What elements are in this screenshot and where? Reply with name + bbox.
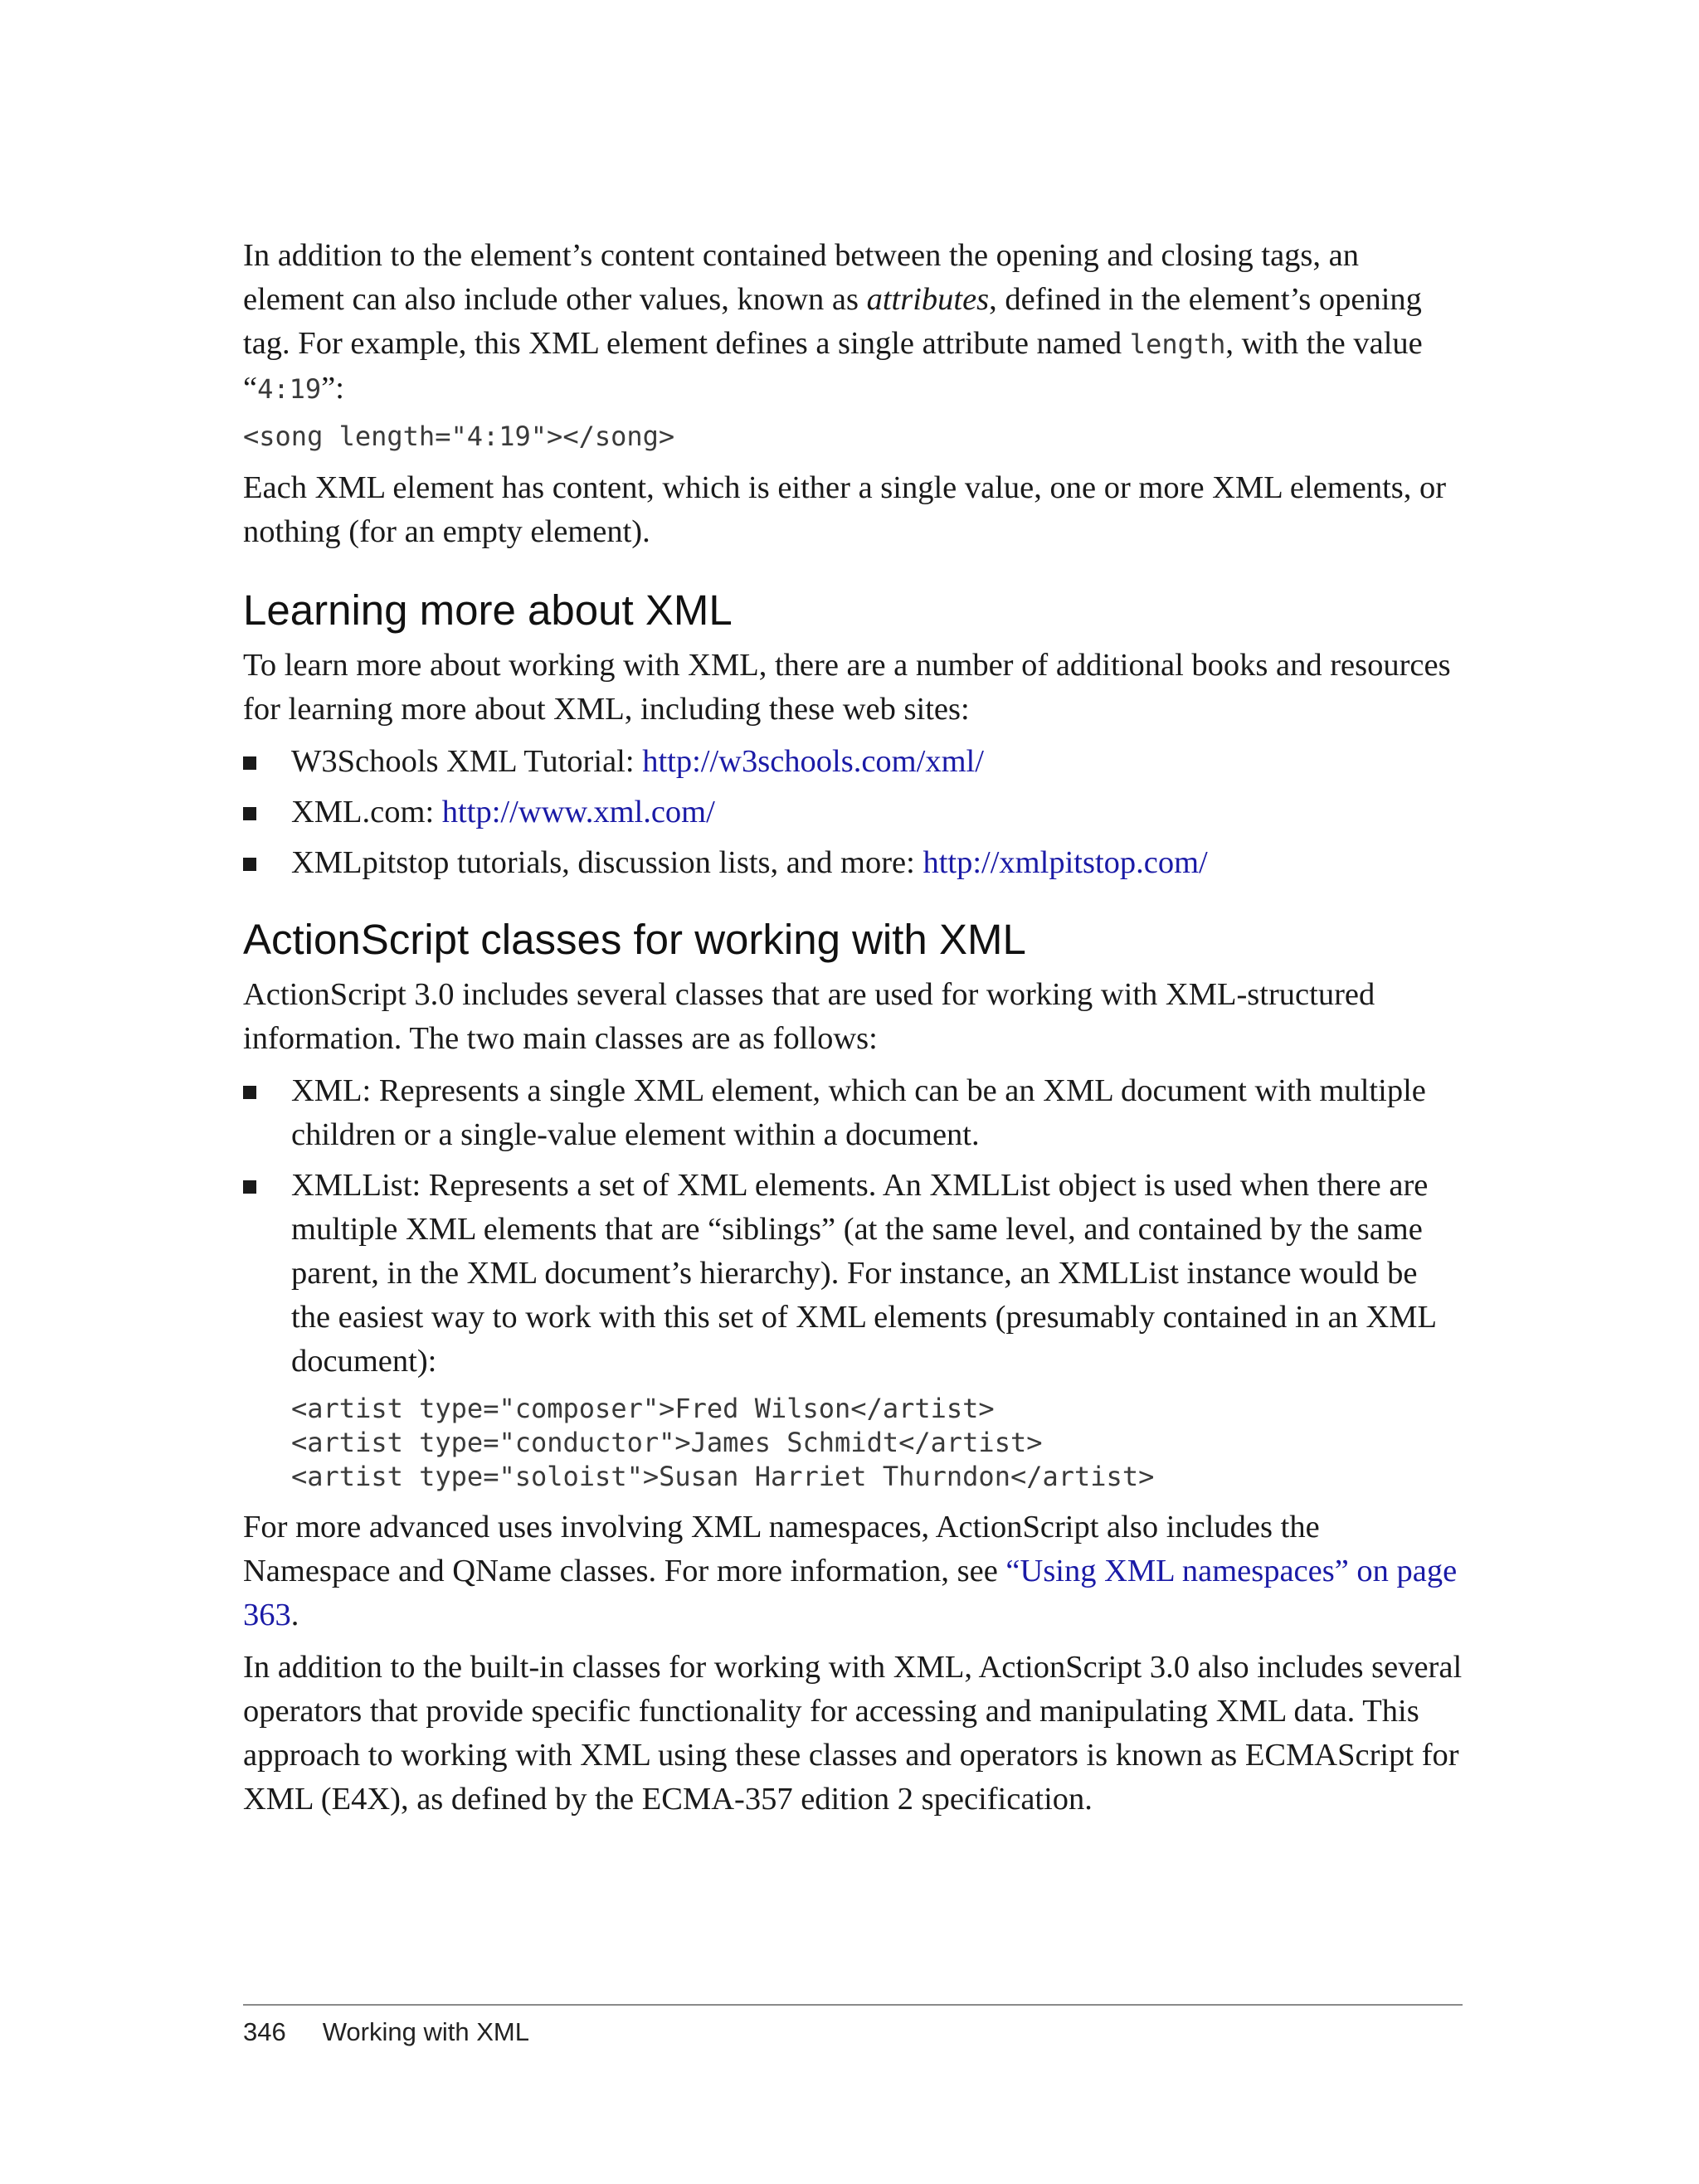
link-w3schools[interactable]: http://w3schools.com/xml/ [642,744,984,779]
link-xmlpitstop[interactable]: http://xmlpitstop.com/ [923,845,1208,880]
bullet-icon [243,858,256,871]
footer-rule [243,2004,1463,2006]
intro-text-1: In addition to the element’s content contained between the opening and closing tags, an element can also include other values, known as [243,238,1359,317]
link-xml-com[interactable]: http://www.xml.com/ [441,795,715,829]
chapter-title: Working with XML [322,2017,529,2046]
e4x-paragraph: In addition to the built-in classes for working with XML, ActionScript 3.0 also includes several operators that provide specific functionality for accessing and manipulating XML data. This approach to working with XML using these classes and operators is known as ECMAScript for XML (E4X), as defined by the ECMA-357 edition 2 specification. [243,1650,1463,1817]
classes-list [243,1069,1463,1494]
bullet-icon [243,1086,256,1099]
resource-list [243,740,1463,885]
bullet-icon [243,756,256,770]
code-artist-line: <artist type="composer">Fred Wilson</artist> [291,1393,995,1424]
inline-code-length: length [1129,328,1226,360]
bullet-icon [243,807,256,820]
page-number: 346 [243,2017,286,2046]
list-item: XMLpitstop tutorials, discussion lists, and more: http://xmlpitstop.com/ [243,841,1463,885]
link-xml-namespaces[interactable]: “Using XML namespaces” on page 363 [243,1554,1458,1632]
heading-learning-more: Learning more about XML [243,586,733,634]
intro-text-4: ”: [321,371,344,406]
inline-code-value: 4:19 [257,373,322,405]
heading-actionscript-classes: ActionScript classes for working with XML [243,916,1026,963]
list-item: XML.com: http://www.xml.com/ [243,790,1463,834]
page-footer [243,2017,529,2047]
list-item: W3Schools XML Tutorial: http://w3schools.com/xml/ [243,740,1463,784]
learning-paragraph: To learn more about working with XML, there are a number of additional books and resources for learning more about XML, including these web sites: [243,648,1451,727]
list-item: XML: Represents a single XML element, which can be an XML document with multiple children or a single-value element within a document. [243,1069,1463,1157]
namespace-paragraph: For more advanced uses involving XML namespaces, ActionScript also includes the Namespace and QName classes. For more information, see “Using XML namespaces” on page 363. [243,1510,1458,1632]
code-artist-line: <artist type="soloist">Susan Harriet Thurndon</artist> [291,1461,1155,1492]
page-content [243,234,1463,1822]
list-item: XMLList: Represents a set of XML elements. An XMLList object is used when there are multiple XML elements that are “siblings” (at the same level, and contained by the same parent, in the XML document’s hierarchy). For instance, an XMLList instance would be the easiest way to work with this set of XML elements (presumably contained in an XML document): <artist type="composer">Fred Wilson</artist> <artist type="conductor">James Schmidt</artist> <artist type="soloist">Susan Harriet Thurndon</artist> [243,1164,1463,1494]
code-song-example: <song length="4:19"></song> [243,421,675,452]
code-artist-line: <artist type="conductor">James Schmidt</artist> [291,1427,1043,1458]
intro-emphasis: attributes [866,282,990,317]
bullet-icon [243,1180,256,1194]
intro-text-3: , with the value “ [243,326,1423,406]
intro-text-2: , defined in the element’s opening tag. For example, this XML element defines a single attribute named [243,282,1422,361]
content-paragraph: Each XML element has content, which is either a single value, one or more XML elements, or nothing (for an empty element). [243,470,1447,549]
classes-paragraph: ActionScript 3.0 includes several classes that are used for working with XML-structured information. The two main classes are as follows: [243,977,1375,1056]
intro-paragraph [243,234,1463,411]
